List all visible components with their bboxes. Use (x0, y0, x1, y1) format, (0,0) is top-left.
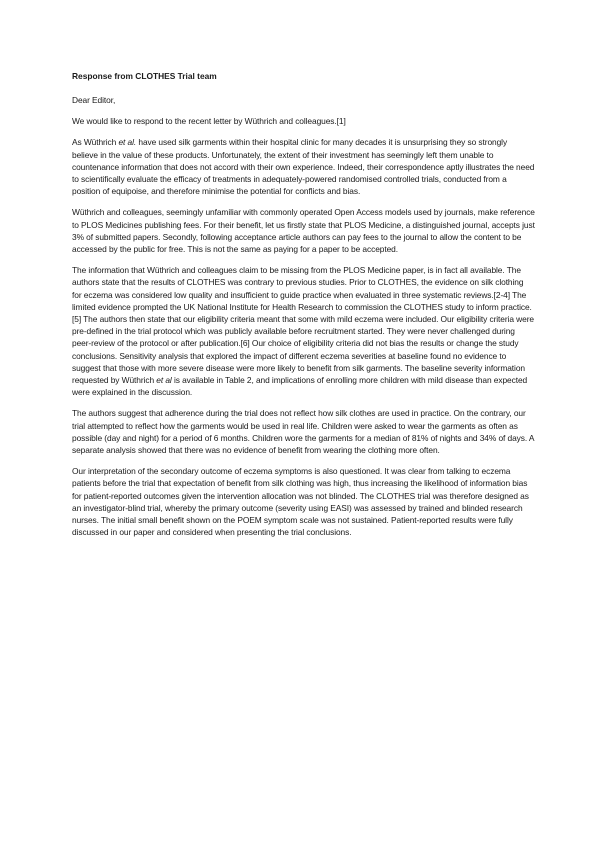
salutation: Dear Editor, (72, 95, 116, 105)
italic-text-run: et al (156, 375, 172, 386)
body-paragraph-6: Our interpretation of the secondary outcome of eczema symptoms is also questioned. It was clear from talking to eczema patients before the trial that expectation of benefit from silk clothing was high, thus increasing the likelihood of information bias for patient-reported outcomes given the intervention allocation was not blinded. The CLOTHES trial was therefore designed as an investigator-blind trial, whereby the primary outcome (severity using EASI) was assessed by trained and blinded research nurses. The initial small benefit shown on the POEM symptom scale was not sustained. Patient-reported results were fully discussed in our paper and considered when presenting the trial conclusions. (72, 466, 529, 538)
body-paragraph-3: Wüthrich and colleagues, seemingly unfamiliar with commonly operated Open Access models used by journals, make reference to PLOS Medicines publishing fees. For their benefit, let us firstly state that PLOS Medicine, a distinguished journal, accepts just 3% of submitted papers. Secondly, following acceptance article authors can pay fees to the journal to allow the content to be accessed by the public for free. This is not the same as paying for a paper to be accepted. (72, 207, 535, 255)
body-paragraph-5: The authors suggest that adherence during the trial does not reflect how silk clothes are used in practice. On the contrary, our trial attempted to reflect how the garments would be used in real life. Children were asked to wear the garments as often as possible (day and night) for a period of 6 months. Children wore the garments for a median of 81% of nights and 34% of days. A separate analysis showed that there was no evidence of benefit from wearing the clothing more often. (72, 408, 534, 456)
text-run: is available in Table 2, and implications of enrolling more children with mild disease than expected were explained in the discussion. (72, 375, 528, 398)
text-run: have used silk garments within their hospital clinic for many decades it is unsurprising they so strongly believe in the value of these products. Unfortunately, the extent of their investment has seemingly left them unable to countenance information that does not accord with their own experience. Indeed, their correspondence aptly illustrates the need to scientifically evaluate the efficacy of treatments in adequately-powered randomised controlled trials, conducted from a position of equipoise, and therefore minimise the potential for conflicts and bias. (72, 137, 535, 197)
body-paragraph-4 (72, 264, 535, 398)
body-paragraph-1: We would like to respond to the recent letter by Wüthrich and colleagues.[1] (72, 116, 346, 127)
document-title: Response from CLOTHES Trial team (72, 71, 217, 81)
text-run: The information that Wüthrich and colleagues claim to be missing from the PLOS Medicine paper, is in fact all available. The authors state that the results of CLOTHES was contrary to previous studies. Prior to CLOTHES, the evidence on silk clothing for eczema was considered low quality and insufficient to guide practice when evaluated in three systematic reviews.[2-4] The limited evidence prompted the UK National Institute for Health Research to commission the CLOTHES study to inform practice.[5] The authors then state that our eligibility criteria meant that some with mild eczema were included. Our eligibility criteria were pre-defined in the trial protocol which was publicly available before recruitment started. They were never challenged during peer-review of the protocol or after publication.[6] Our choice of eligibility criteria did not bias the results or change the study conclusions. Sensitivity analysis that explored the impact of different eczema severities at baseline found no evidence to suggest that those with more severe disease were more likely to benefit from silk garments. The baseline severity information requested by Wüthrich (72, 265, 534, 386)
text-run: As Wüthrich (72, 137, 119, 148)
letter-body (72, 115, 535, 538)
body-paragraph-2 (72, 136, 535, 197)
italic-text-run: et al. (118, 137, 137, 148)
